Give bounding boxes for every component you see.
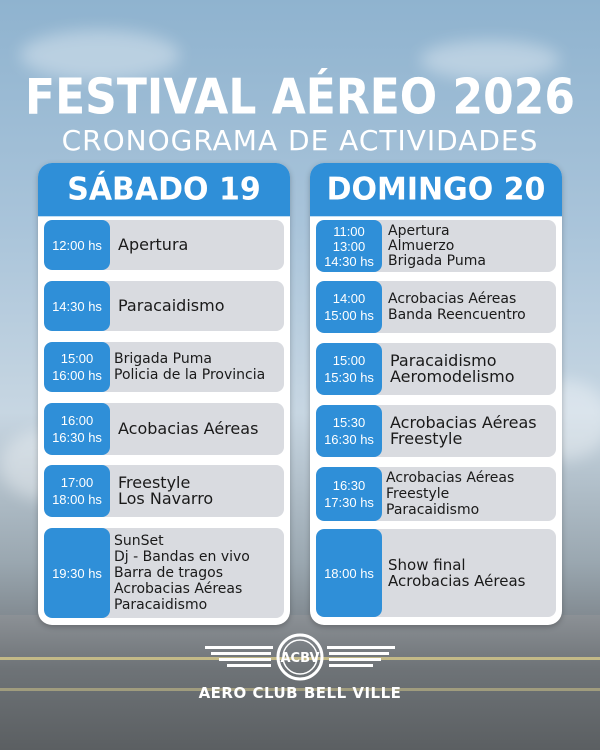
activity-text: Banda Reencuentro xyxy=(388,307,526,323)
saturday-header: SÁBADO 19 xyxy=(38,163,290,216)
schedule-row xyxy=(44,281,284,331)
time-text: 15:00 xyxy=(332,353,366,368)
schedule-row xyxy=(316,529,556,617)
activity-text: Paracaidismo xyxy=(386,502,480,518)
time-block xyxy=(44,220,110,270)
time-block xyxy=(44,281,110,331)
time-block xyxy=(44,465,110,517)
time-text: 14:00 xyxy=(332,291,366,306)
time-text: 15:00 hs xyxy=(324,308,374,323)
time-text: 16:00 xyxy=(60,413,94,428)
activity-text: Acobacias Aéreas xyxy=(118,419,259,438)
schedule-row xyxy=(316,405,556,457)
time-text: 17:30 hs xyxy=(324,495,374,510)
activity-text: Freestyle xyxy=(390,429,463,448)
activity-text: Paracaidismo xyxy=(118,296,225,315)
schedule-row xyxy=(316,467,556,521)
activity-list xyxy=(388,281,552,333)
time-text: 15:30 hs xyxy=(324,370,374,385)
activity-text: Barra de tragos xyxy=(114,565,223,581)
time-text: 15:00 xyxy=(60,351,94,366)
time-text: 11:00 xyxy=(333,223,365,239)
activity-list xyxy=(114,342,280,392)
club-logo-icon xyxy=(205,632,395,682)
activity-text: Acrobacias Aéreas xyxy=(386,470,515,486)
time-block xyxy=(44,403,110,455)
activity-list xyxy=(390,405,552,457)
time-text: 17:00 xyxy=(60,475,94,490)
schedule-row xyxy=(44,220,284,270)
time-text: 12:00 hs xyxy=(52,237,102,253)
time-block xyxy=(316,343,382,395)
sunday-column xyxy=(310,163,562,625)
activity-list xyxy=(118,403,280,455)
activity-text: Show final xyxy=(388,556,466,574)
activity-text: Freestyle xyxy=(118,473,191,492)
activity-text: Almuerzo xyxy=(388,237,455,254)
activity-list xyxy=(388,220,552,272)
time-text: 18:00 hs xyxy=(324,565,374,581)
time-text: 16:00 hs xyxy=(52,368,102,383)
time-block xyxy=(44,528,110,618)
time-block xyxy=(44,342,110,392)
page-subtitle: CRONOGRAMA DE ACTIVIDADES xyxy=(61,124,539,157)
activity-list xyxy=(118,220,280,270)
activity-text: Aeromodelismo xyxy=(390,367,515,386)
sunday-header: DOMINGO 20 xyxy=(310,163,562,216)
time-text: 15:30 xyxy=(332,415,366,430)
activity-text: Acrobacias Aéreas xyxy=(390,413,537,432)
saturday-column xyxy=(38,163,290,625)
activity-text: Acrobacias Aéreas xyxy=(388,291,517,307)
time-block xyxy=(316,220,382,272)
activity-list xyxy=(118,281,280,331)
activity-text: Freestyle xyxy=(386,486,450,502)
time-text: 16:30 hs xyxy=(52,430,102,445)
time-text: 18:00 hs xyxy=(52,492,102,507)
activity-list xyxy=(114,528,280,618)
activity-list xyxy=(118,465,280,517)
time-block xyxy=(316,467,382,521)
time-block xyxy=(316,529,382,617)
activity-text: Apertura xyxy=(388,222,450,239)
activity-text: Los Navarro xyxy=(118,489,214,508)
time-text: 16:30 xyxy=(332,478,366,493)
activity-text: SunSet xyxy=(114,533,164,549)
time-block xyxy=(316,281,382,333)
activity-text: Acrobacias Aéreas xyxy=(388,572,526,590)
activity-list xyxy=(390,343,552,395)
activity-text: Brigada Puma xyxy=(388,252,486,269)
time-text: 19:30 hs xyxy=(52,565,102,581)
activity-text: Policia de la Provincia xyxy=(114,367,266,383)
schedule-row xyxy=(44,528,284,618)
activity-list xyxy=(386,467,552,521)
schedule-row xyxy=(316,343,556,395)
activity-text: Brigada Puma xyxy=(114,351,212,367)
schedule-row xyxy=(44,342,284,392)
time-text: 14:30 hs xyxy=(324,253,374,269)
activity-list xyxy=(388,529,552,617)
activity-text: Paracaidismo xyxy=(390,351,497,370)
activity-text: Dj - Bandas en vivo xyxy=(114,549,250,565)
time-text: 16:30 hs xyxy=(324,432,374,447)
page-title: FESTIVAL AÉREO 2026 xyxy=(25,68,575,127)
activity-text: Acrobacias Aéreas xyxy=(114,581,243,597)
schedule-row xyxy=(316,220,556,272)
schedule-row xyxy=(316,281,556,333)
logo-text: ACBV xyxy=(280,651,320,666)
time-block xyxy=(316,405,382,457)
time-text: 13:00 xyxy=(332,238,366,254)
time-text: 14:30 hs xyxy=(52,298,102,314)
schedule-row xyxy=(44,465,284,517)
club-name: AERO CLUB BELL VILLE xyxy=(198,684,402,702)
activity-text: Paracaidismo xyxy=(114,597,208,613)
activity-text: Apertura xyxy=(118,235,189,254)
schedule-row xyxy=(44,403,284,455)
